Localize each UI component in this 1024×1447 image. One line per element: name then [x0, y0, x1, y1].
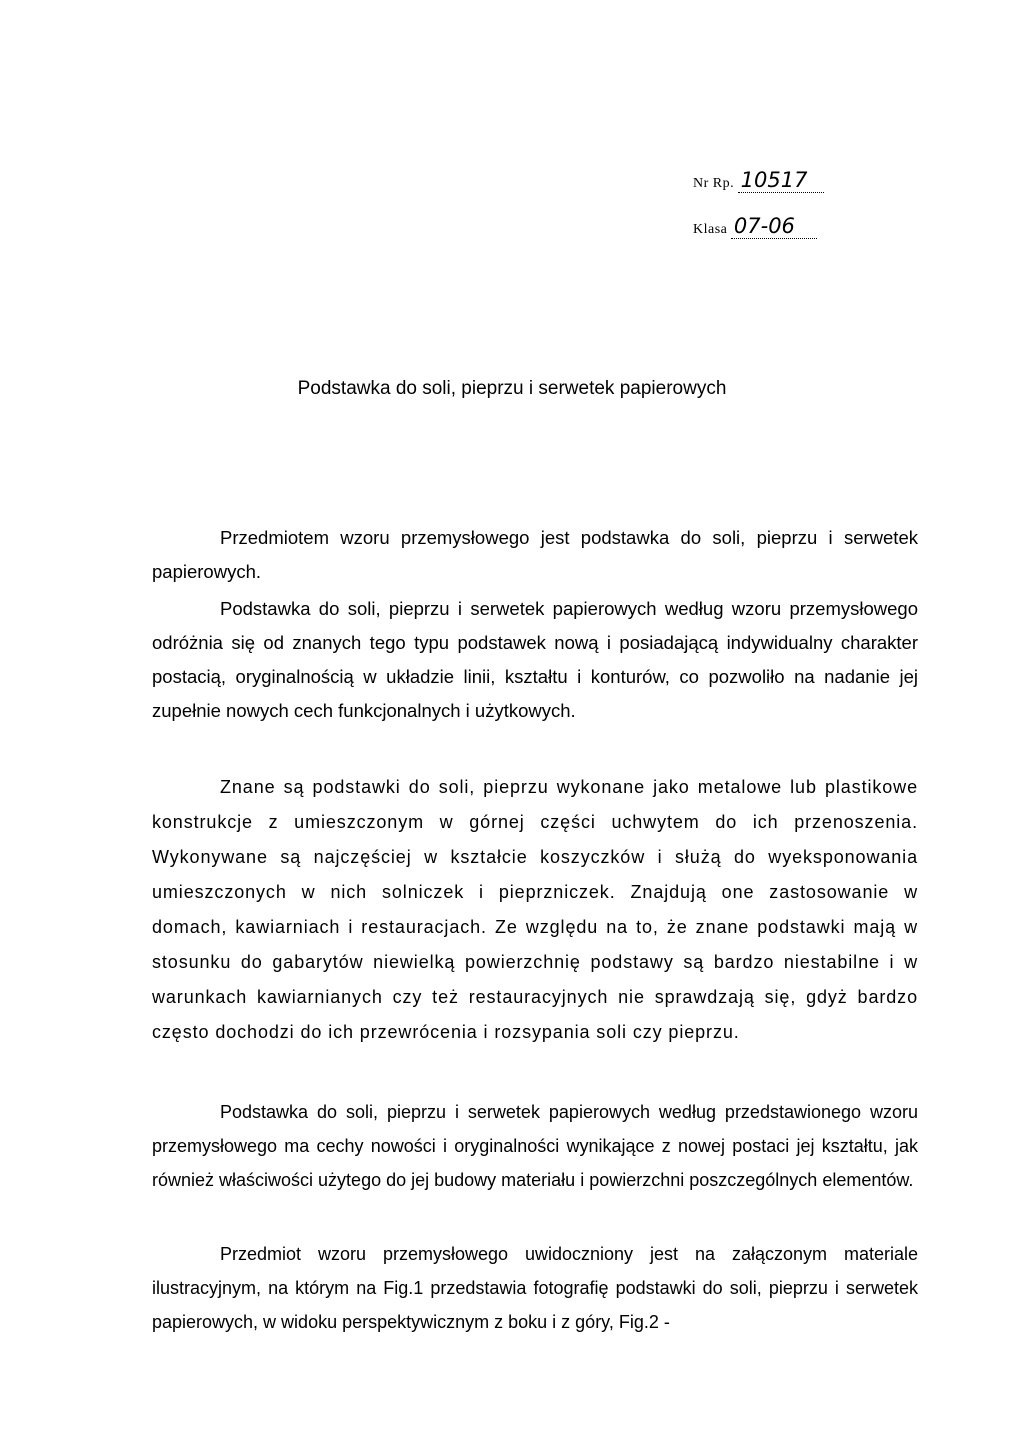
- paragraph-novelty: Podstawka do soli, pieprzu i serwetek papierowych według przedstawionego wzoru przemysłowego ma cechy nowości i oryginalności wynikające z nowej postaci jej kształtu, jak również właściwości użytego do jej budowy materiału i powierzchni poszczególnych elementów.: [152, 1102, 918, 1190]
- paragraph-distinction: Podstawka do soli, pieprzu i serwetek papierowych według wzoru przemysłowego odróżnia się od znanych tego typu podstawek nową i posiadającą indywidualny charakter postacią, oryginalnością w układzie linii, kształtu i konturów, co pozwoliło na nadanie jej zupełnie nowych cech funkcjonalnych i użytkowych.: [152, 598, 918, 721]
- document-title: Podstawka do soli, pieprzu i serwetek papierowych: [297, 378, 727, 399]
- paragraph-subject: Przedmiotem wzoru przemysłowego jest podstawka do soli, pieprzu i serwetek papierowych.: [152, 527, 918, 582]
- class-number: [693, 214, 817, 239]
- registration-number-value: 10517: [738, 168, 824, 193]
- registration-number: [693, 168, 824, 193]
- class-value: 07-06: [731, 214, 817, 239]
- paragraph-illustrations: Przedmiot wzoru przemysłowego uwidoczniony jest na załączonym materiale ilustracyjnym, na którym na Fig.1 przedstawia fotografię podstawki do soli, pieprzu i serwetek papierowych, w widoku perspektywicznym z boku i z góry, Fig.2 -: [152, 1244, 918, 1332]
- registration-number-label: Nr Rp.: [693, 176, 735, 191]
- paragraph-prior-art: Znane są podstawki do soli, pieprzu wykonane jako metalowe lub plastikowe konstrukcje z umieszczonym w górnej części uchwytem do ich przenoszenia. Wykonywane są najczęściej w kształcie koszyczków i służą do wyeksponowania umieszczonych w nich solniczek i pieprzniczek. Znajdują one zastosowanie w domach, kawiarniach i restauracjach. Ze względu na to, że znane podstawki mają w stosunku do gabarytów niewielką powierzchnię podstawy są bardzo niestabilne i w warunkach kawiarnianych czy też restauracyjnych nie sprawdzają się, gdyż bardzo często dochodzi do ich przewrócenia i rozsypania soli czy pieprzu.: [152, 777, 918, 1042]
- class-label: Klasa: [693, 222, 728, 237]
